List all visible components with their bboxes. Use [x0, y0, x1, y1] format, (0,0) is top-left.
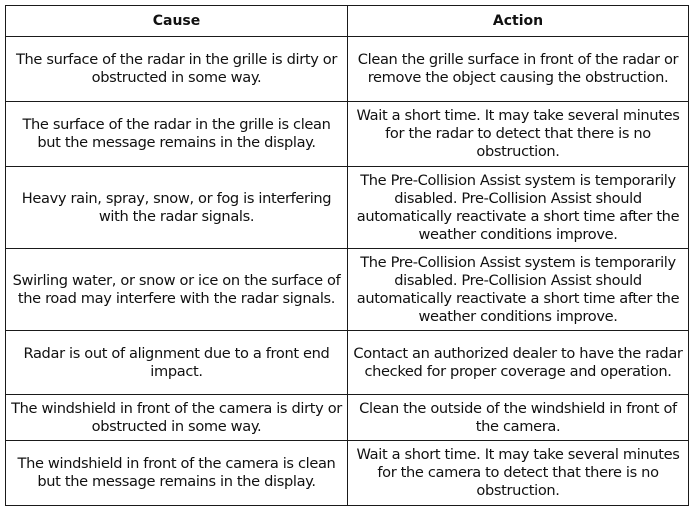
- cause-action-table: [5, 5, 689, 506]
- header-row: [6, 6, 689, 37]
- action-cell: Clean the outside of the windshield in front of the camera.: [348, 395, 689, 441]
- action-cell: Contact an authorized dealer to have the radar checked for proper coverage and operation.: [348, 331, 689, 395]
- table-row: [6, 395, 689, 441]
- table-row: [6, 441, 689, 506]
- table-header: [6, 6, 689, 37]
- cause-column-header: Cause: [6, 6, 348, 37]
- action-cell: Clean the grille surface in front of the radar or remove the object causing the obstruction.: [348, 37, 689, 102]
- action-cell: The Pre-Collision Assist system is temporarily disabled. Pre-Collision Assist should automatically reactivate a short time after the weather conditions improve.: [348, 167, 689, 249]
- action-cell: Wait a short time. It may take several minutes for the camera to detect that there is no obstruction.: [348, 441, 689, 506]
- table-row: [6, 102, 689, 167]
- table-row: [6, 167, 689, 249]
- table-row: [6, 331, 689, 395]
- table-row: [6, 37, 689, 102]
- table-row: [6, 249, 689, 331]
- action-cell: The Pre-Collision Assist system is temporarily disabled. Pre-Collision Assist should automatically reactivate a short time after the weather conditions improve.: [348, 249, 689, 331]
- table-body: [6, 37, 689, 506]
- cause-cell: The windshield in front of the camera is dirty or obstructed in some way.: [6, 395, 348, 441]
- cause-cell: The surface of the radar in the grille is clean but the message remains in the display.: [6, 102, 348, 167]
- cause-cell: The windshield in front of the camera is clean but the message remains in the display.: [6, 441, 348, 506]
- cause-cell: The surface of the radar in the grille is dirty or obstructed in some way.: [6, 37, 348, 102]
- cause-cell: Swirling water, or snow or ice on the surface of the road may interfere with the radar signals.: [6, 249, 348, 331]
- action-cell: Wait a short time. It may take several minutes for the radar to detect that there is no obstruction.: [348, 102, 689, 167]
- cause-cell: Radar is out of alignment due to a front end impact.: [6, 331, 348, 395]
- cause-cell: Heavy rain, spray, snow, or fog is interfering with the radar signals.: [6, 167, 348, 249]
- action-column-header: Action: [348, 6, 689, 37]
